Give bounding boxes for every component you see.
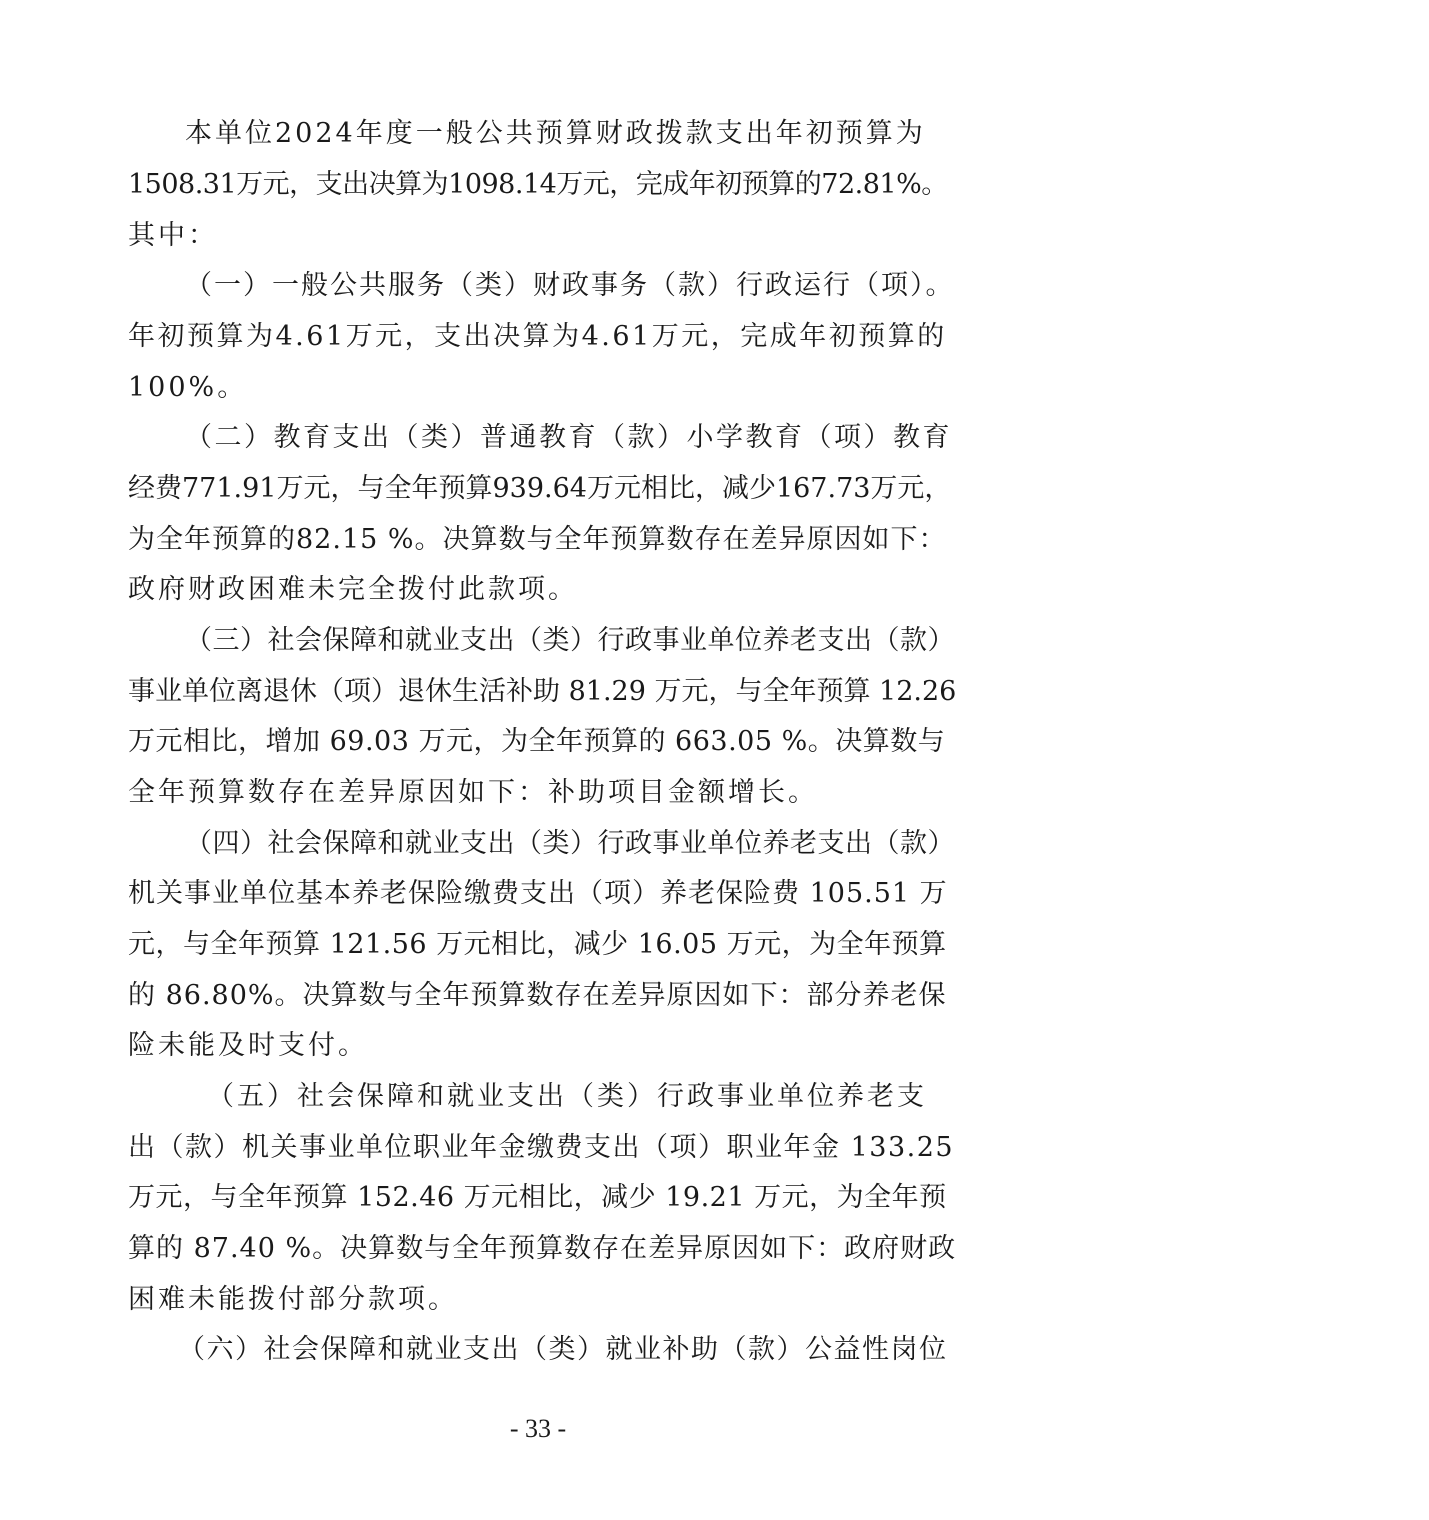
paragraph-line: （四）社会保障和就业支出（类）行政事业单位养老支出（款） — [185, 828, 955, 859]
paragraph-line: （五）社会保障和就业支出（类）行政事业单位养老支 — [207, 1081, 927, 1112]
paragraph-line: （二）教育支出（类）普通教育（款）小学教育（项）教育 — [185, 422, 952, 453]
paragraph-line: 100%。 — [128, 372, 248, 403]
page-number: - 33 - — [509, 1414, 567, 1443]
paragraph-line: 其中： — [128, 220, 218, 251]
paragraph-line: 事业单位离退休（项）退休生活补助 81.29 万元，与全年预算 12.26 — [128, 676, 957, 707]
paragraph-line: 本单位2024年度一般公共预算财政拨款支出年初预算为 — [185, 118, 926, 149]
paragraph-line: 万元相比，增加 69.03 万元，为全年预算的 663.05 %。决算数与 — [128, 726, 946, 757]
paragraph-line: 困难未能拨付部分款项。 — [128, 1284, 458, 1315]
paragraph-line: 年初预算为4.61万元，支出决算为4.61万元，完成年初预算的 — [128, 321, 947, 352]
paragraph-line: 全年预算数存在差异原因如下：补助项目金额增长。 — [128, 777, 818, 808]
paragraph-line: 算的 87.40 %。决算数与全年预算数存在差异原因如下：政府财政 — [128, 1233, 957, 1264]
paragraph-line: （一）一般公共服务（类）财政事务（款）行政运行（项）。 — [185, 270, 955, 301]
paragraph-line: 为全年预算的82.15 %。决算数与全年预算数存在差异原因如下： — [128, 524, 947, 555]
paragraph-line: 万元，与全年预算 152.46 万元相比，减少 19.21 万元，为全年预 — [128, 1182, 947, 1213]
paragraph-line: （三）社会保障和就业支出（类）行政事业单位养老支出（款） — [185, 625, 955, 656]
paragraph-line: （六）社会保障和就业支出（类）就业补助（款）公益性岗位 — [178, 1334, 948, 1365]
paragraph-line: 的 86.80%。决算数与全年预算数存在差异原因如下：部分养老保 — [128, 980, 947, 1011]
paragraph-line: 险未能及时支付。 — [128, 1030, 368, 1061]
paragraph-line: 机关事业单位基本养老保险缴费支出（项）养老保险费 105.51 万 — [128, 878, 948, 909]
paragraph-line: 出（款）机关事业单位职业年金缴费支出（项）职业年金 133.25 — [128, 1132, 955, 1163]
paragraph-line: 元，与全年预算 121.56 万元相比，减少 16.05 万元，为全年预算 — [128, 929, 947, 960]
paragraph-line: 经费771.91万元，与全年预算939.64万元相比，减少167.73万元， — [128, 473, 952, 504]
paragraph-line: 政府财政困难未完全拨付此款项。 — [128, 574, 578, 605]
paragraph-line: 1508.31万元，支出决算为1098.14万元，完成年初预算的72.81%。 — [128, 169, 948, 200]
